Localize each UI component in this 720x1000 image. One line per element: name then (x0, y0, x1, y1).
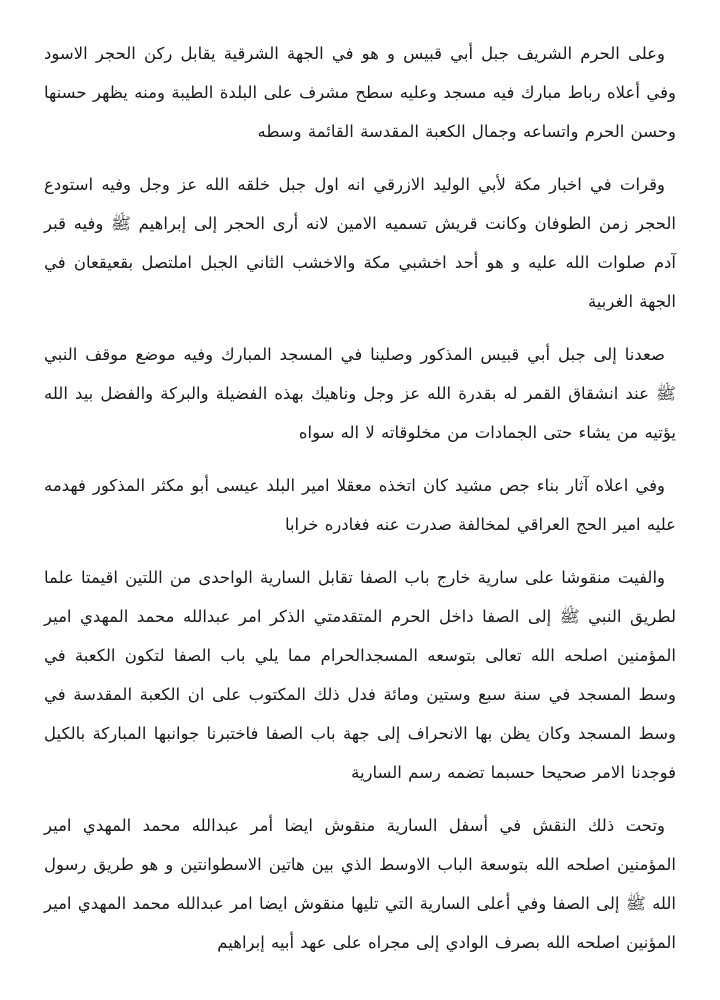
paragraph-4: وفي اعلاه آثار بناء جص مشيد كان اتخذه معقلا امير البلد عيسى أبو مكثر المذكور فهدمه عليه امير الحج العراقي لمخالفة صدرت عنه فغادره خرابا (44, 476, 676, 534)
paragraph-6: وتحت ذلك النقش في أسفل السارية منقوش ايضا أمر عبدالله محمد المهدي امير المؤمنين اصلحه الله بتوسعة الباب الاوسط الذي بين هاتين الاسطوانتين و هو طريق رسول الله ﷺ إلى الصفا وفي أعلى السارية التي تليها منقوش ايضا امر عبدالله محمد المهدي امير المؤنين اصلحه الله بصرف الوادي إلى مجراه على عهد أبيه إبراهيم (44, 816, 676, 952)
paragraph-5: والفيت منقوشا على سارية خارج باب الصفا تقابل السارية الواحدى من اللتين اقيمتا علما لطريق النبي ﷺ إلى الصفا داخل الحرم المتقدمتي الذكر امر عبدالله محمد المهدي امير المؤمنين اصلحه الله تعالى بتوسعه المسجدالحرام مما يلي باب الصفا لتكون الكعبة في وسط المسجد في سنة سبع وستين ومائة فدل ذلك المكتوب على ان الكعبة المقدسة في وسط المسجد وكان يظن بها الانحراف إلى جهة باب الصفا فاختبرنا جوانبها المباركة بالكيل فوجدنا الامر صحيحا حسبما تضمه رسم السارية (44, 568, 676, 782)
paragraph-1: وعلى الحرم الشريف جبل أبي قبيس و هو في الجهة الشرقية يقابل ركن الحجر الاسود وفي أعلاه رباط مبارك فيه مسجد وعليه سطح مشرف على البلدة الطيبة ومنه يظهر حسنها وحسن الحرم واتساعه وجمال الكعبة المقدسة القائمة وسطه (44, 44, 676, 141)
paragraph-2: وقرات في اخبار مكة لأبي الوليد الازرقي انه اول جبل خلقه الله عز وجل وفيه استودع الحجر زمن الطوفان وكانت قريش تسميه الامين لانه أرى الحجر إلى إبراهيم ﷺ وفيه قبر آدم صلوات الله عليه و هو أحد اخشبي مكة والاخشب الثاني الجبل املتصل بقعيقعان في الجهة الغربية (44, 175, 676, 311)
paragraph-3: صعدنا إلى جبل أبي قبيس المذكور وصلينا في المسجد المبارك وفيه موضع موقف النبي ﷺ عند انشقاق القمر له بقدرة الله عز وجل وناهيك بهذه الفضيلة والبركة والفضل بيد الله يؤتيه من يشاء حتى الجمادات من مخلوقاته لا اله سواه (44, 345, 676, 442)
text-column (44, 34, 676, 976)
